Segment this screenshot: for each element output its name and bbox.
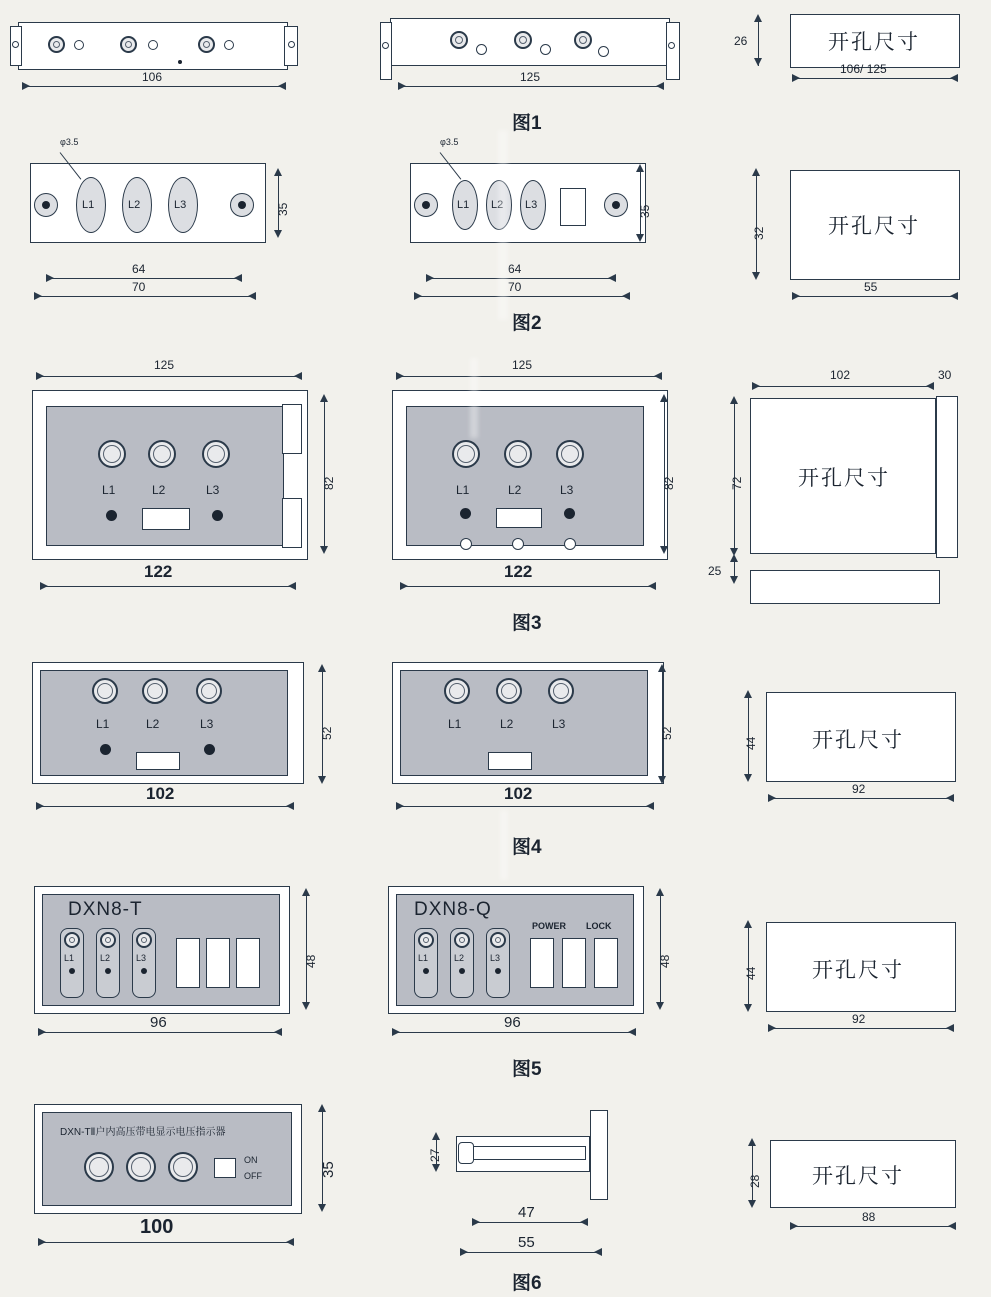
- fig2-left-label-l1: L1: [82, 199, 95, 211]
- fig1-right-smallhole-3: [598, 46, 609, 57]
- fig5-right-arrow-96-l: [392, 1028, 400, 1036]
- fig3-left-arrow-122-r: [288, 582, 296, 590]
- fig5-left-label-l3: L3: [136, 953, 147, 963]
- fig4-right-label-l1: L1: [448, 717, 462, 731]
- fig5-right-pin-1: [423, 968, 429, 974]
- fig6-cutout-arrow-right: [948, 1222, 956, 1230]
- fig5-left-arrow-96-r: [274, 1028, 282, 1036]
- fig3-right-label-l3: L3: [560, 483, 574, 497]
- fig3-right-hole-2: [504, 440, 532, 468]
- fig4-right-hole-2: [496, 678, 522, 704]
- fig4-right-hole-1: [444, 678, 470, 704]
- fig3-cutout-bottom-strip: [750, 570, 940, 604]
- fig3-right-label-l2: L2: [508, 483, 522, 497]
- fig4-right-width-label: 102: [504, 784, 533, 803]
- fig5-cutout-width-label: 92: [852, 1012, 866, 1026]
- fig1-left-hole-3: [198, 36, 215, 53]
- fig2-left-height-label: 35: [276, 202, 290, 216]
- fig5-left-label-l1: L1: [64, 953, 75, 963]
- fig2-left-label-l2: L2: [128, 199, 141, 211]
- fig6-right-width-outer-label: 55: [518, 1234, 535, 1251]
- fig2-cutout-width-label: 55: [864, 280, 878, 294]
- fig6-right-width-inner-label: 47: [518, 1204, 535, 1221]
- fig3-left-dim-125: [36, 376, 302, 377]
- fig3-right-height-label: 82: [662, 476, 676, 490]
- fig6-left-arrow-35-u: [318, 1104, 326, 1112]
- fig3-right-ring-3: [564, 538, 576, 550]
- fig1-left-screw-l: [12, 41, 19, 48]
- fig4-right-arrow-52-d: [658, 776, 666, 784]
- fig1-left-vent: [178, 60, 182, 64]
- fig4-right-arrow-102-r: [646, 802, 654, 810]
- fig3-right-arrow-125-l: [396, 372, 404, 380]
- fig3-left-width-outer-label: 125: [154, 358, 175, 372]
- fig5-cutout-arrow-left: [768, 1024, 776, 1032]
- fig3-right-arrow-122-l: [400, 582, 408, 590]
- fig3-right-dim-125: [396, 376, 662, 377]
- fig1-left-smallhole-3: [224, 40, 234, 50]
- fig1-left-hole-1: [48, 36, 65, 53]
- fig5-right-width-label: 96: [504, 1014, 521, 1031]
- fig5-right-height-label: 48: [658, 954, 672, 968]
- fig5-left-hole-3: [136, 932, 152, 948]
- fig5-left-pin-1: [69, 968, 75, 974]
- fig1-right-smallhole-2: [540, 44, 551, 55]
- fig2-right-width-outer-label: 70: [508, 280, 522, 294]
- fig5-left-pin-3: [141, 968, 147, 974]
- fig2-cutout-text: 开孔尺寸: [828, 215, 920, 238]
- fig1-cutout-arrow-right: [950, 74, 958, 82]
- fig3-right-ring-2: [512, 538, 524, 550]
- fig2-right-arrow-down: [636, 234, 644, 242]
- fig4-left-height-label: 52: [320, 726, 334, 740]
- fig1-cutout-arrow-down: [754, 58, 762, 66]
- fig4-right-dim-52: [662, 670, 663, 780]
- fig2-right-arrow-64-l: [426, 274, 434, 282]
- fig2-left-arrow-down: [274, 230, 282, 238]
- fig4-left-hole-3: [196, 678, 222, 704]
- fig2-right-label-l1: L1: [457, 199, 470, 211]
- fig2-left-width-inner-label: 64: [132, 262, 146, 276]
- fig6-left-switch-on-label: ON: [244, 1155, 258, 1165]
- fig2-cutout-arrow-right: [950, 292, 958, 300]
- fig2-right-width-inner-label: 64: [508, 262, 522, 276]
- fig5-right-arrow-96-r: [628, 1028, 636, 1036]
- fig5-left-label-l2: L2: [100, 953, 111, 963]
- fig5-left-arrow-96-l: [38, 1028, 46, 1036]
- fig4-cutout-arrow-left: [768, 794, 776, 802]
- fig5-right-label-l3: L3: [490, 953, 501, 963]
- fig5-right-hole-1: [418, 932, 434, 948]
- fig3-left-dim-122: [40, 586, 296, 587]
- fig5-right-window-1: [530, 938, 554, 988]
- fig6-cutout-arrow-down: [748, 1200, 756, 1208]
- fig1-right-width-label: 125: [520, 70, 541, 84]
- fig4-right-label-l3: L3: [552, 717, 566, 731]
- fig5-left-hole-2: [100, 932, 116, 948]
- fig2-right-arrow-70-l: [414, 292, 422, 300]
- fig1-right-hole-2: [514, 31, 532, 49]
- fig1-right-dim-line: [398, 86, 664, 87]
- fig5-left-arrow-48-u: [302, 888, 310, 896]
- fig4-left-arrow-52-u: [318, 664, 326, 672]
- fig2-cutout-arrow-down: [752, 272, 760, 280]
- fig4-left-hole-2: [142, 678, 168, 704]
- fig6-left-switch[interactable]: [214, 1158, 236, 1178]
- fig2-left-width-outer-label: 70: [132, 280, 146, 294]
- fig3-left-width-inner-label: 122: [144, 562, 173, 581]
- fig2-cutout-dim-h: [792, 296, 958, 297]
- fig1-right-dim-arrow-left: [398, 82, 406, 90]
- fig2-left-dim-64: [46, 278, 242, 279]
- fig3-right-width-outer-label: 125: [512, 358, 533, 372]
- fig6-cutout-dim-h: [790, 1226, 956, 1227]
- fig2-left-arrow-70-l: [34, 292, 42, 300]
- fig3-left-arrow-122-l: [40, 582, 48, 590]
- fig1-right-hole-3: [574, 31, 592, 49]
- fig4-left-width-label: 102: [146, 784, 175, 803]
- fig1-left-dim-arrow-left: [22, 82, 30, 90]
- fig5-left-window-2: [206, 938, 230, 988]
- fig2-right-pad-hole-r: [612, 201, 620, 209]
- fig3-cutout-arrow-25-u: [730, 554, 738, 562]
- fig4-left-dim-102: [36, 806, 294, 807]
- fig3-left-hole-3: [202, 440, 230, 468]
- fig5-right-model: DXN8-Q: [414, 899, 492, 920]
- fig5-cutout-dim-h: [768, 1028, 954, 1029]
- fig2-right-label-l3: L3: [525, 199, 538, 211]
- figure-4-caption: 图4: [512, 837, 542, 858]
- fig1-right-flange-r: [666, 22, 680, 80]
- fig3-left-hole-1: [98, 440, 126, 468]
- fig5-right-dim-96: [392, 1032, 636, 1033]
- fig5-right-pin-2: [459, 968, 465, 974]
- fig2-cutout-dim-v: [756, 172, 757, 278]
- fig3-left-label-l2: L2: [152, 483, 166, 497]
- fig5-right-pin-3: [495, 968, 501, 974]
- fig5-right-indicator-lock: LOCK: [586, 921, 612, 931]
- fig2-right-window: [560, 188, 586, 226]
- fig3-left-tab-bottom: [282, 498, 302, 548]
- fig3-left-dim-82: [324, 400, 325, 550]
- fig2-cutout-height-label: 32: [752, 226, 766, 240]
- fig4-cutout-text: 开孔尺寸: [812, 729, 904, 752]
- fig3-right-ring-1: [460, 538, 472, 550]
- fig5-right-hole-2: [454, 932, 470, 948]
- fig3-left-tab-top: [282, 404, 302, 454]
- fig4-left-window: [136, 752, 180, 770]
- fig5-left-dim-48: [306, 892, 307, 1008]
- fig1-right-dim-arrow-right: [656, 82, 664, 90]
- fig3-right-window: [496, 508, 542, 528]
- fig4-right-label-l2: L2: [500, 717, 514, 731]
- fig2-right-pad-hole-l: [422, 201, 430, 209]
- fig5-cutout-arrow-up: [744, 920, 752, 928]
- fig3-cutout-arrow-102-l: [752, 382, 760, 390]
- fig6-left-hole-1: [84, 1152, 114, 1182]
- fig3-right-width-inner-label: 122: [504, 562, 533, 581]
- figure-6-caption: 图6: [512, 1273, 542, 1294]
- figure-1-caption: 图1: [512, 113, 542, 134]
- fig5-cutout-arrow-right: [946, 1024, 954, 1032]
- fig6-cutout-text: 开孔尺寸: [812, 1165, 904, 1188]
- fig4-right-window: [488, 752, 532, 770]
- fig3-cutout-height-label: 72: [730, 476, 744, 490]
- fig2-right-dia-note: φ3.5: [440, 137, 459, 147]
- fig3-left-arrow-125-r: [294, 372, 302, 380]
- fig6-left-dim-100: [38, 1242, 294, 1243]
- fig5-right-label-l1: L1: [418, 953, 429, 963]
- fig4-left-dot-1: [100, 744, 111, 755]
- fig6-right-shaft: [470, 1146, 586, 1160]
- fig3-left-height-label: 82: [322, 476, 336, 490]
- fig5-cutout-text: 开孔尺寸: [812, 959, 904, 982]
- fig4-left-arrow-102-r: [286, 802, 294, 810]
- fig6-left-width-label: 100: [140, 1216, 174, 1238]
- fig4-right-arrow-102-l: [396, 802, 404, 810]
- fig3-left-dot-1: [106, 510, 117, 521]
- fig6-right-arrow-47-r: [580, 1218, 588, 1226]
- fig4-right-dim-102: [396, 806, 654, 807]
- fig3-cutout-offset-label: 25: [708, 564, 722, 578]
- fig6-left-dim-35: [322, 1110, 323, 1210]
- figure-5-caption: 图5: [512, 1059, 542, 1080]
- fig6-right-dim-47: [472, 1222, 588, 1223]
- fig4-left-label-l2: L2: [146, 717, 160, 731]
- fig3-right-arrow-125-r: [654, 372, 662, 380]
- fig3-cutout-text: 开孔尺寸: [798, 467, 890, 490]
- fig3-cutout-dim-102: [752, 386, 934, 387]
- fig4-cutout-arrow-up: [744, 690, 752, 698]
- fig5-cutout-height-label: 44: [744, 966, 758, 980]
- fig6-right-arrow-47-l: [472, 1218, 480, 1226]
- fig2-right-dim-70: [414, 296, 630, 297]
- fig5-left-hole-1: [64, 932, 80, 948]
- fig5-left-width-label: 96: [150, 1014, 167, 1031]
- fig6-cutout-arrow-left: [790, 1222, 798, 1230]
- fig3-left-label-l1: L1: [102, 483, 116, 497]
- fig5-left-window-3: [236, 938, 260, 988]
- fig3-cutout-arrow-72-u: [730, 396, 738, 404]
- fig5-right-arrow-48-u: [656, 888, 664, 896]
- fig5-left-arrow-48-d: [302, 1002, 310, 1010]
- fig2-right-arrow-up: [636, 164, 644, 172]
- fig3-left-arrow-125-l: [36, 372, 44, 380]
- fig4-left-hole-1: [92, 678, 118, 704]
- fig6-left-arrow-100-r: [286, 1238, 294, 1246]
- fig5-right-label-l2: L2: [454, 953, 465, 963]
- scan-artifact-2: [470, 358, 478, 438]
- fig6-left-arrow-100-l: [38, 1238, 46, 1246]
- fig1-left-hole-2: [120, 36, 137, 53]
- fig4-left-dot-2: [204, 744, 215, 755]
- fig3-left-arrow-82-u: [320, 394, 328, 402]
- fig6-right-arrow-55-r: [594, 1248, 602, 1256]
- fig5-right-window-2: [562, 938, 586, 988]
- fig2-left-arrow-up: [274, 168, 282, 176]
- fig6-left-height-label: 35: [320, 1161, 337, 1178]
- fig1-right-screw-r: [668, 42, 675, 49]
- fig2-left-arrow-64-l: [46, 274, 54, 282]
- fig6-left-switch-off-label: OFF: [244, 1171, 262, 1181]
- fig3-cutout-width-label: 102: [830, 368, 851, 382]
- fig5-left-pin-2: [105, 968, 111, 974]
- fig2-right-arrow-64-r: [608, 274, 616, 282]
- fig6-cutout-width-label: 88: [862, 1210, 876, 1224]
- fig1-left-screw-r: [288, 41, 295, 48]
- fig6-right-arrow-55-l: [460, 1248, 468, 1256]
- fig5-left-model: DXN8-T: [68, 899, 143, 920]
- fig6-right-flange: [590, 1110, 608, 1200]
- scan-artifact-1: [498, 130, 508, 320]
- fig5-right-arrow-48-d: [656, 1002, 664, 1010]
- fig6-right-arrow-27-d: [432, 1164, 440, 1172]
- fig6-right-end-cap: [458, 1142, 474, 1164]
- fig1-left-smallhole-2: [148, 40, 158, 50]
- fig3-right-hole-3: [556, 440, 584, 468]
- fig2-left-arrow-64-r: [234, 274, 242, 282]
- fig3-right-arrow-82-u: [660, 394, 668, 402]
- fig1-right-hole-1: [450, 31, 468, 49]
- fig1-cutout-height-label: 26: [734, 34, 748, 48]
- fig2-right-height-label: 35: [638, 204, 652, 218]
- fig4-left-dim-52: [322, 670, 323, 780]
- fig5-right-indicator-power: POWER: [532, 921, 567, 931]
- fig6-left-caption: DXN-TⅡ户内高压带电显示电压指示器: [60, 1127, 226, 1138]
- fig4-cutout-arrow-down: [744, 774, 752, 782]
- fig1-cutout-width-label: 106/ 125: [840, 62, 887, 76]
- fig6-right-height-label: 27: [428, 1148, 442, 1162]
- fig2-left-label-l3: L3: [174, 199, 187, 211]
- fig3-cutout-arrow-102-r: [926, 382, 934, 390]
- fig4-right-hole-3: [548, 678, 574, 704]
- fig3-left-dot-2: [212, 510, 223, 521]
- fig4-right-height-label: 52: [660, 726, 674, 740]
- fig4-left-arrow-52-d: [318, 776, 326, 784]
- scan-artifact-3: [500, 810, 508, 880]
- fig1-left-dim-arrow-right: [278, 82, 286, 90]
- fig4-cutout-dim-h: [768, 798, 954, 799]
- fig1-cutout-arrow-left: [792, 74, 800, 82]
- fig2-left-arrow-70-r: [248, 292, 256, 300]
- fig6-right-dim-55: [460, 1252, 602, 1253]
- fig3-left-window: [142, 508, 190, 530]
- fig4-left-label-l1: L1: [96, 717, 110, 731]
- fig5-left-dim-96: [38, 1032, 282, 1033]
- fig5-left-window-1: [176, 938, 200, 988]
- fig5-left-height-label: 48: [304, 954, 318, 968]
- fig4-right-arrow-52-u: [658, 664, 666, 672]
- fig6-right-arrow-27-u: [432, 1132, 440, 1140]
- fig5-cutout-arrow-down: [744, 1004, 752, 1012]
- fig1-left-width-label: 106: [142, 70, 163, 84]
- fig5-right-window-3: [594, 938, 618, 988]
- fig2-right-dim-64: [426, 278, 616, 279]
- fig1-right-flange-l: [380, 22, 392, 80]
- fig2-left-pad-hole-r: [238, 201, 246, 209]
- fig3-right-arrow-82-d: [660, 546, 668, 554]
- fig5-right-hole-3: [490, 932, 506, 948]
- fig3-right-dot-2: [564, 508, 575, 519]
- fig2-right-arrow-70-r: [622, 292, 630, 300]
- fig3-left-label-l3: L3: [206, 483, 220, 497]
- fig4-cutout-height-label: 44: [744, 736, 758, 750]
- fig6-left-hole-3: [168, 1152, 198, 1182]
- fig4-cutout-width-label: 92: [852, 782, 866, 796]
- fig2-cutout-arrow-up: [752, 168, 760, 176]
- fig1-right-smallhole-1: [476, 44, 487, 55]
- fig3-right-label-l1: L1: [456, 483, 470, 497]
- fig6-left-arrow-35-d: [318, 1204, 326, 1212]
- fig3-cutout-side: [936, 396, 958, 558]
- figure-2-caption: 图2: [512, 313, 542, 334]
- fig3-right-arrow-122-r: [648, 582, 656, 590]
- fig3-left-arrow-82-d: [320, 546, 328, 554]
- fig6-left-hole-2: [126, 1152, 156, 1182]
- fig4-cutout-arrow-right: [946, 794, 954, 802]
- fig1-right-screw-l: [382, 42, 389, 49]
- fig5-right-dim-48: [660, 892, 661, 1008]
- fig3-right-hole-1: [452, 440, 480, 468]
- fig1-cutout-arrow-up: [754, 14, 762, 22]
- figure-3-caption: 图3: [512, 613, 542, 634]
- fig6-cutout-arrow-up: [748, 1138, 756, 1146]
- fig3-right-dot-1: [460, 508, 471, 519]
- fig4-left-label-l3: L3: [200, 717, 214, 731]
- fig6-cutout-height-label: 28: [748, 1174, 762, 1188]
- fig2-left-dia-note: φ3.5: [60, 137, 79, 147]
- fig2-right-label-l2: L2: [491, 199, 504, 211]
- fig3-right-dim-122: [400, 586, 656, 587]
- fig1-cutout-dim-h: [792, 78, 958, 79]
- fig2-cutout-arrow-left: [792, 292, 800, 300]
- fig1-left-dim-line: [22, 86, 286, 87]
- fig1-cutout-text: 开孔尺寸: [828, 31, 920, 54]
- fig1-left-smallhole-1: [74, 40, 84, 50]
- fig3-cutout-arrow-25-d: [730, 576, 738, 584]
- fig2-left-dim-70: [34, 296, 256, 297]
- fig3-left-hole-2: [148, 440, 176, 468]
- fig4-left-arrow-102-l: [36, 802, 44, 810]
- fig2-left-pad-hole-l: [42, 201, 50, 209]
- fig3-cutout-depth-label: 30: [938, 368, 952, 382]
- fig3-right-dim-82: [664, 400, 665, 550]
